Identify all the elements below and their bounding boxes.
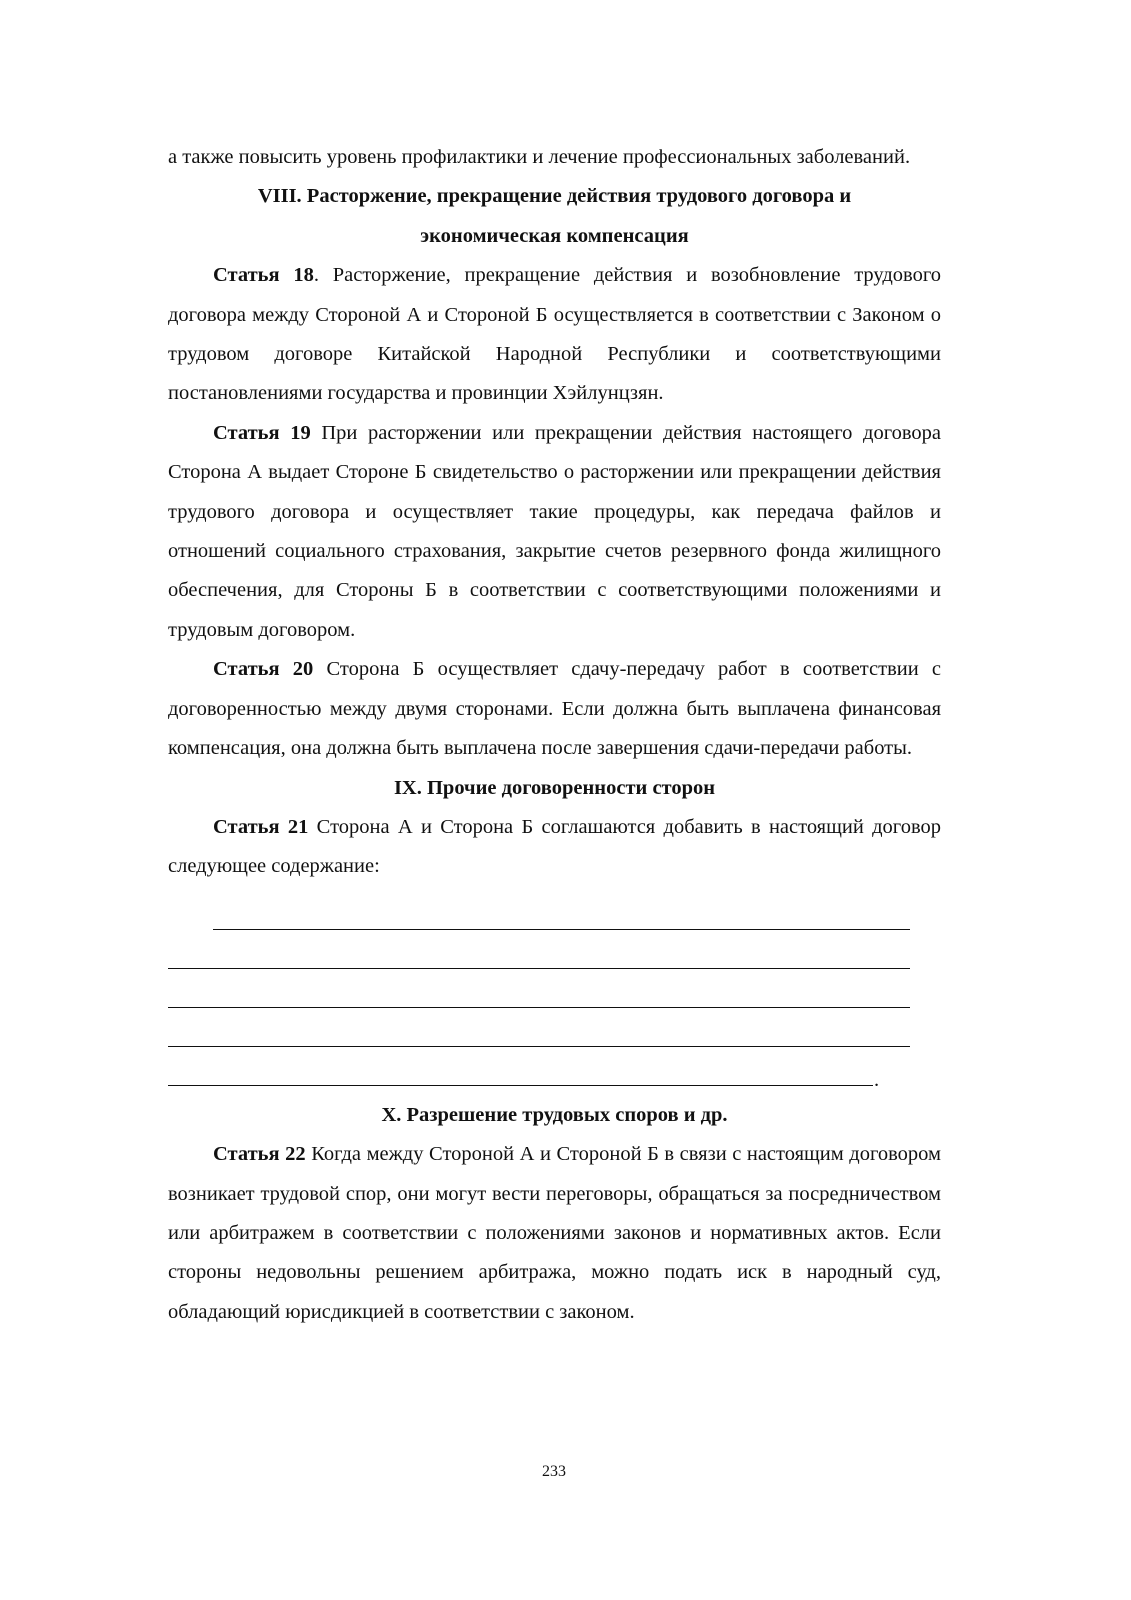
article-19-label: Статья 19 <box>213 421 311 444</box>
fill-in-line[interactable] <box>168 891 941 930</box>
fill-in-line[interactable] <box>168 1008 941 1047</box>
fill-in-end-period: . <box>874 1068 880 1091</box>
fill-in-line[interactable] <box>168 1047 941 1091</box>
fill-in-line[interactable] <box>168 930 941 969</box>
section-8-heading-line2: экономическая компенсация <box>420 224 689 247</box>
article-18-text: . Расторжение, прекращение действия и возобновление трудового договора между Стороной А и Стороной Б осуществляется в соответствии с Законом о трудовом договоре Китайской Народной Республики и соответствующими постановлениями государства и провинции Хэйлунцзян. <box>168 264 941 405</box>
fill-in-lines <box>168 891 941 1091</box>
article-18-label: Статья 18 <box>213 264 314 287</box>
article-19-text: При расторжении или прекращении действия настоящего договора Сторона А выдает Стороне Б свидетельство о расторжении или прекращении действия трудового договора и осуществляет такие процедуры, как передача файлов и отношений социального страхования, закрытие счетов резервного фонда жилищного обеспечения, для Стороны Б в соответствии с соответствующими положениями и трудовым договором. <box>168 421 941 641</box>
continuation-paragraph: а также повысить уровень профилактики и лечение профессиональных заболеваний. <box>168 146 911 168</box>
article-21 <box>168 808 941 887</box>
section-10-heading: X. Разрешение трудовых споров и др. <box>381 1103 728 1126</box>
article-22-text: Когда между Стороной А и Стороной Б в связи с настоящим договором возникает трудовой спор, они могут вести переговоры, обращаться за посредничеством или арбитражем в соответствии с положениями законов и нормативных актов. Если стороны недовольны решением арбитража, можно подать иск в народный суд, обладающий юрисдикцией в соответствии с законом. <box>168 1143 941 1323</box>
article-20-label: Статья 20 <box>213 658 314 681</box>
article-20-text: Сторона Б осуществляет сдачу-передачу работ в соответствии с договоренностью между двумя сторонами. Если должна быть выплачена финансовая компенсация, она должна быть выплачена после завершения сдачи-передачи работы. <box>168 658 942 760</box>
article-22-label: Статья 22 <box>213 1143 306 1166</box>
article-21-text: Сторона А и Сторона Б соглашаются добавить в настоящий договор следующее содержание: <box>168 815 941 878</box>
document-body <box>168 138 941 1332</box>
article-18 <box>168 256 941 414</box>
article-21-label: Статья 21 <box>213 815 309 838</box>
article-22 <box>168 1135 941 1332</box>
section-8-heading-line1: VIII. Расторжение, прекращение действия трудового договора и <box>257 185 852 208</box>
article-20 <box>168 650 941 768</box>
article-19 <box>168 414 941 650</box>
fill-in-line[interactable] <box>168 969 941 1008</box>
section-9-heading: IX. Прочие договоренности сторон <box>393 776 716 799</box>
page-number: 233 <box>542 1463 566 1480</box>
section-8-heading <box>168 177 941 256</box>
